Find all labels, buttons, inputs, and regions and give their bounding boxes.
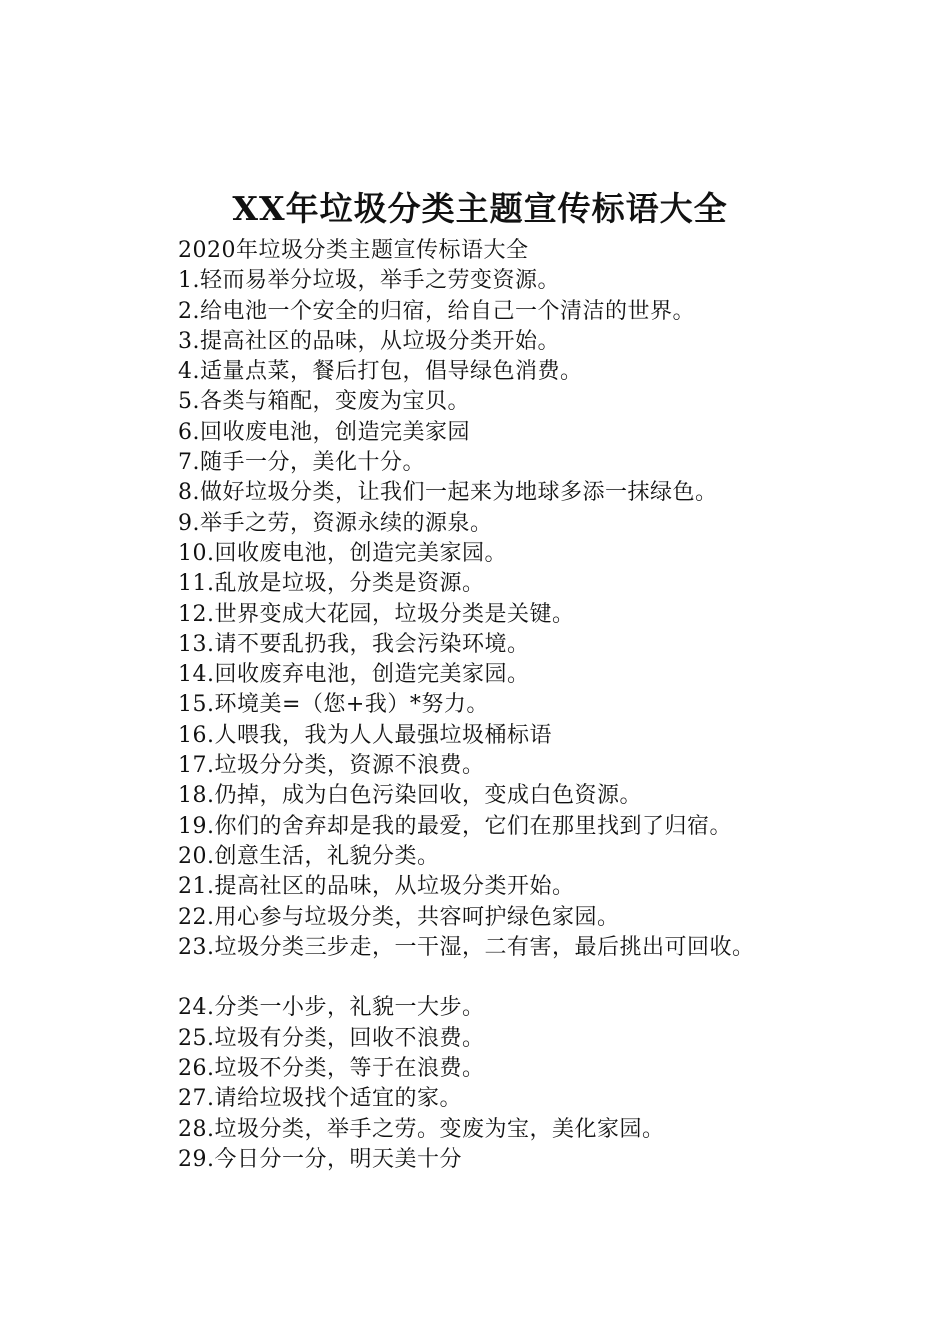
slogan-item: 19.你们的舍弃却是我的最爱，它们在那里找到了归宿。 xyxy=(178,813,732,839)
slogan-item: 20.创意生活，礼貌分类。 xyxy=(178,843,440,869)
slogan-item: 8.做好垃圾分类，让我们一起来为地球多添一抹绿色。 xyxy=(178,480,718,506)
slogan-item: 23.垃圾分类三步走，一干湿，二有害，最后挑出可回收。 xyxy=(178,934,755,960)
document-title: XX年垃圾分类主题宣传标语大全 xyxy=(232,189,728,228)
slogan-item: 9.举手之劳，资源永续的源泉。 xyxy=(178,510,493,536)
blank-line xyxy=(178,963,938,993)
slogan-item: 11.乱放是垃圾，分类是资源。 xyxy=(178,571,485,597)
slogan-item: 26.垃圾不分类，等于在浪费。 xyxy=(178,1056,485,1082)
slogan-item: 15.环境美=（您+我）*努力。 xyxy=(178,692,489,718)
slogan-item: 25.垃圾有分类，回收不浪费。 xyxy=(178,1025,485,1051)
slogan-item: 28.垃圾分类，举手之劳。变废为宝，美化家园。 xyxy=(178,1116,665,1142)
slogan-item: 16.人喂我，我为人人最强垃圾桶标语 xyxy=(178,722,552,748)
slogan-item: 22.用心参与垃圾分类，共容呵护绿色家园。 xyxy=(178,904,620,930)
document-body xyxy=(178,236,938,1175)
slogan-item: 7.随手一分，美化十分。 xyxy=(178,450,425,476)
slogan-item: 3.提高社区的品味，从垃圾分类开始。 xyxy=(178,328,560,354)
slogan-item: 6.回收废电池，创造完美家园 xyxy=(178,419,470,445)
slogan-item: 18.仍掉，成为白色污染回收，变成白色资源。 xyxy=(178,783,642,809)
slogan-item: 2.给电池一个安全的归宿，给自己一个清洁的世界。 xyxy=(178,298,695,324)
slogan-item: 4.适量点菜，餐后打包，倡导绿色消费。 xyxy=(178,359,583,385)
slogan-item: 24.分类一小步，礼貌一大步。 xyxy=(178,995,485,1021)
slogan-item: 1.轻而易举分垃圾，举手之劳变资源。 xyxy=(178,268,560,294)
slogan-item: 10.回收废电池，创造完美家园。 xyxy=(178,540,507,566)
slogan-item: 27.请给垃圾找个适宜的家。 xyxy=(178,1086,462,1112)
slogan-list-part1 xyxy=(178,266,938,963)
slogan-item: 29.今日分一分，明天美十分 xyxy=(178,1146,462,1172)
slogan-item: 12.世界变成大花园，垃圾分类是关键。 xyxy=(178,601,575,627)
slogan-item: 14.回收废弃电池，创造完美家园。 xyxy=(178,662,530,688)
slogan-item: 21.提高社区的品味，从垃圾分类开始。 xyxy=(178,874,575,900)
slogan-list-part2 xyxy=(178,993,938,1175)
slogan-item: 13.请不要乱扔我，我会污染环境。 xyxy=(178,631,530,657)
document-subtitle: 2020年垃圾分类主题宣传标语大全 xyxy=(178,238,529,263)
slogan-item: 5.各类与箱配，变废为宝贝。 xyxy=(178,389,470,415)
slogan-item: 17.垃圾分分类，资源不浪费。 xyxy=(178,753,485,779)
